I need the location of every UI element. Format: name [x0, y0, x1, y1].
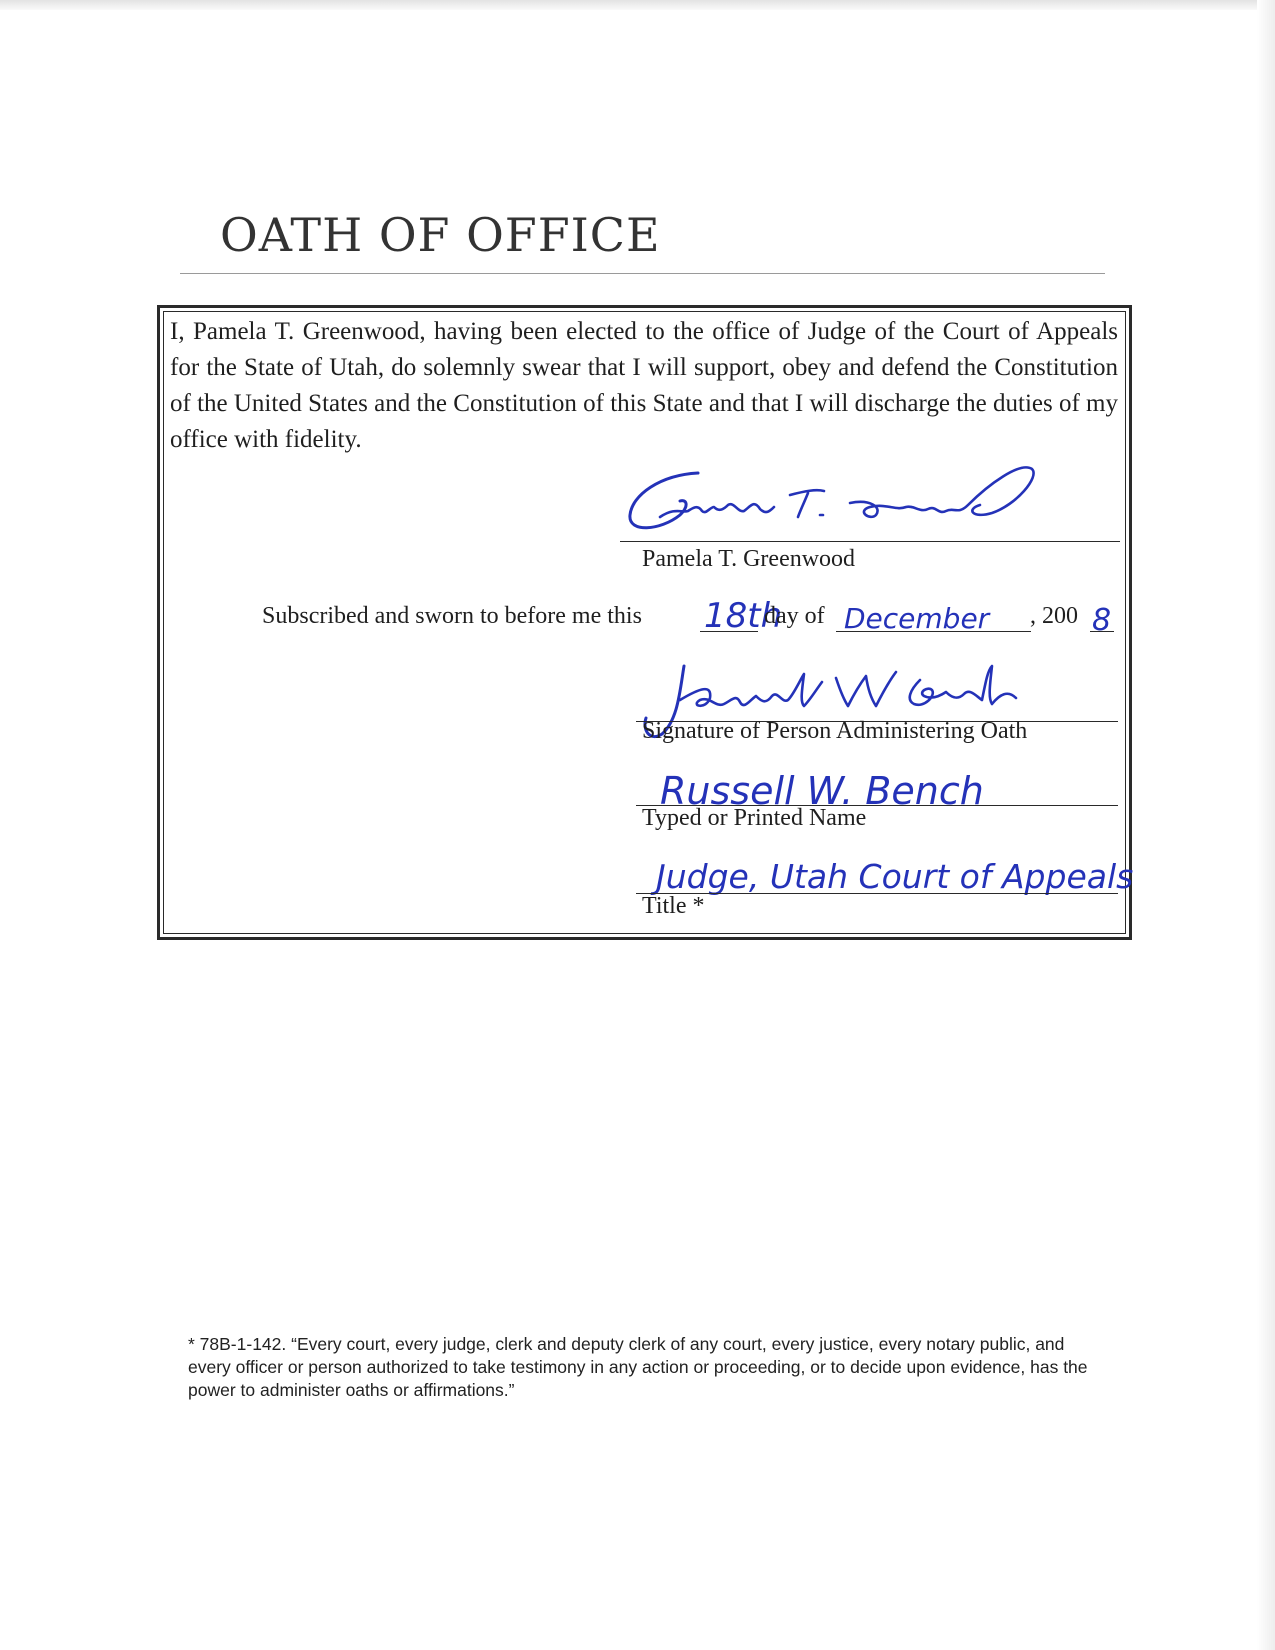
jurat-day-ink: 18th: [704, 596, 783, 636]
affiant-signature: [620, 455, 1070, 545]
jurat-year-prefix: , 200: [1030, 603, 1078, 629]
page-title: OATH OF OFFICE: [220, 208, 661, 262]
scan-edge-right: [1257, 0, 1275, 1650]
title-underline: [180, 273, 1105, 274]
oath-statement: I, Pamela T. Greenwood, having been elected to the office of Judge of the Court of Appeals for the State of Utah, do solemnly swear that I will support, obey and defend the Constitution of the United States and the Constitution of this State and that I will discharge the duties of my office with fidelity.: [170, 318, 1118, 453]
administrator-title-line: [636, 893, 1118, 894]
jurat-prefix: Subscribed and sworn to before me this: [262, 603, 642, 629]
jurat-day-of-label: day of: [764, 603, 825, 629]
jurat-year-handwritten: [1090, 598, 1120, 636]
jurat-day-handwritten: [700, 575, 783, 636]
statute-footnote: * 78B-1-142. “Every court, every judge, clerk and deputy clerk of any court, every justice, every notary public, and every officer or person authorized to take testimony in any action or proceeding, or to decide upon evidence, has the power to administer oaths or affirmations.”: [188, 1334, 1088, 1400]
administrator-title-handwritten: [652, 848, 1134, 908]
administrator-title-caption: Title *: [642, 893, 705, 919]
administrator-printed-name-ink: Russell W. Bench: [660, 769, 984, 813]
administrator-signature-caption: Signature of Person Administering Oath: [642, 718, 1028, 744]
jurat-month-handwritten: [842, 596, 1032, 636]
affiant-printed-name: Pamela T. Greenwood: [642, 546, 856, 572]
jurat-month-ink: December: [844, 602, 990, 635]
affiant-signature-line: [620, 541, 1120, 542]
administrator-printed-name-caption: Typed or Printed Name: [642, 805, 867, 831]
scan-edge-top: [0, 0, 1275, 10]
jurat-year-ink: 8: [1092, 603, 1112, 638]
administrator-title-ink: Judge, Utah Court of Appeals: [656, 857, 1134, 896]
